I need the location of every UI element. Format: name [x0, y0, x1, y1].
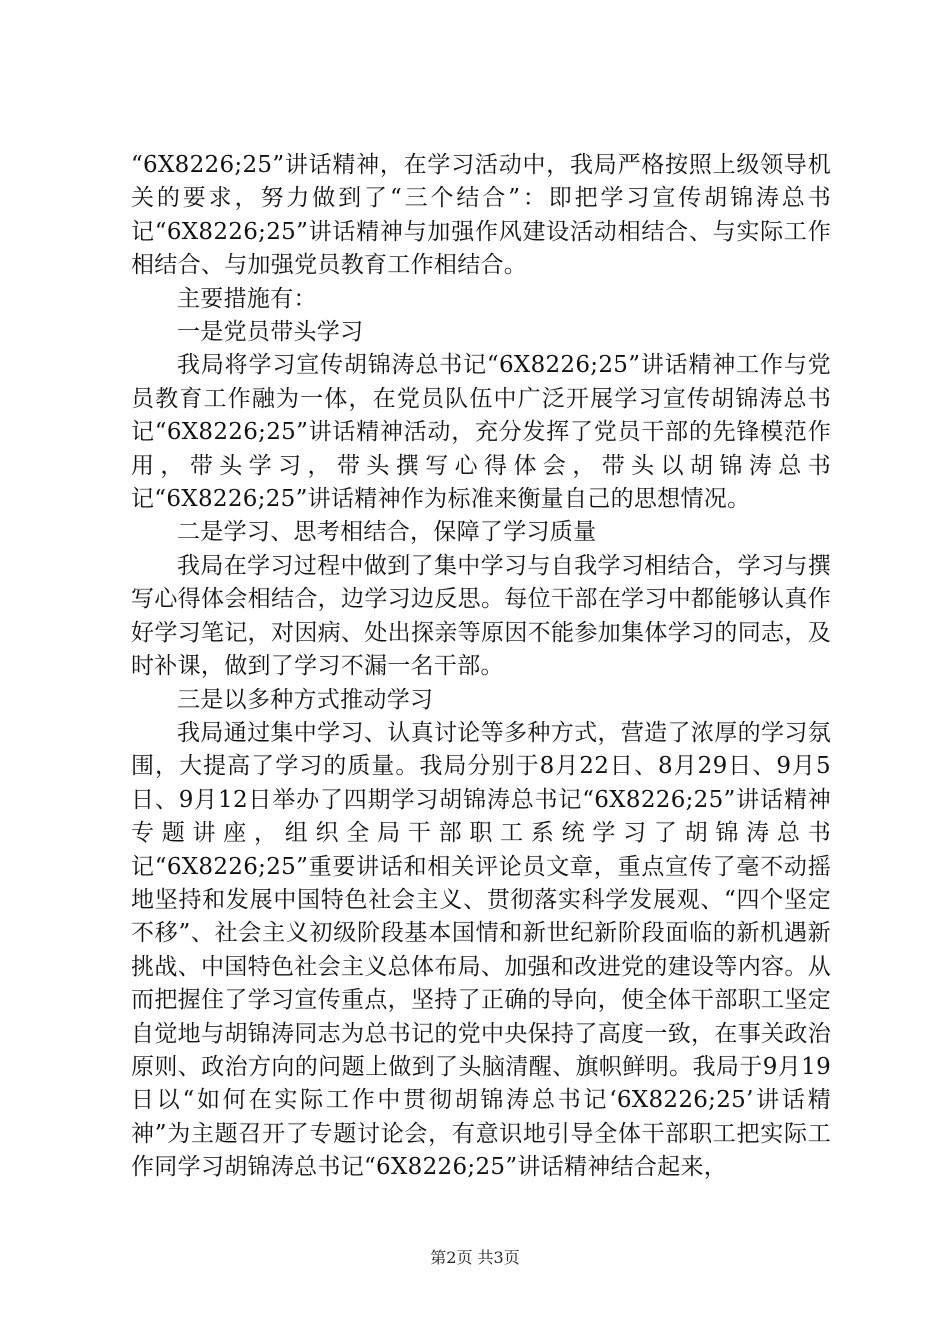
- paragraph-section-2: 我局在学习过程中做到了集中学习与自我学习相结合，学习与撰写心得体会相结合，边学习边反思。每位干部在学习中都能够认真作好学习笔记，对因病、处出探亲等原因不能参加集体学习的同志，及时补课，做到了学习不漏一名干部。: [131, 552, 831, 680]
- page-number-indicator: 第2页 共3页: [430, 1248, 520, 1267]
- paragraph-measures-intro: 主要措施有：: [177, 285, 317, 312]
- paragraph-section-3: 我局通过集中学习、认真讨论等多种方式，营造了浓厚的学习氛围，大提高了学习的质量。我局分别于8月22日、8月29日、9月5日、9月12日举办了四期学习胡锦涛总书记“6X8226;25”讲话精神专题讲座，组织全局干部职工系统学习了胡锦涛总书记“6X8226;25”重要讲话和相关评论员文章，重点宣传了毫不动摇地坚持和发展中国特色社会主义、贯彻落实科学发展观、“四个坚定不移”、社会主义初级阶段基本国情和新世纪新阶段面临的新机遇新挑战、中国特色社会主义总体布局、加强和改进党的建设等内容。从而把握住了学习宣传重点，坚持了正确的导向，使全体干部职工坚定自觉地与胡锦涛同志为总书记的党中央保持了高度一致，在事关政治原则、政治方向的问题上做到了头脑清醒、旗帜鲜明。我局于9月19日以“如何在实际工作中贯彻胡锦涛总书记‘6X8226;25’讲话精神”为主题召开了专题讨论会，有意识地引导全体干部职工把实际工作同学习胡锦涛总书记“6X8226;25”讲话精神结合起来，: [131, 719, 831, 1181]
- section-heading-2: 二是学习、思考相结合，保障了学习质量: [177, 519, 597, 546]
- paragraph-continuation: “6X8226;25”讲话精神，在学习活动中，我局严格按照上级领导机关的要求，努力做到了“三个结合”：即把学习宣传胡锦涛总书记“6X8226;25”讲话精神与加强作风建设活动相结合、与实际工作相结合、与加强党员教育工作相结合。: [131, 152, 831, 279]
- section-heading-1: 一是党员带头学习: [177, 319, 364, 346]
- document-body: [131, 149, 831, 1185]
- paragraph-section-1: 我局将学习宣传胡锦涛总书记“6X8226;25”讲话精神工作与党员教育工作融为一体，在党员队伍中广泛开展学习宣传胡锦涛总书记“6X8226;25”讲话精神活动，充分发挥了党员干部的先锋模范作用，带头学习，带头撰写心得体会，带头以胡锦涛总书记“6X8226;25”讲话精神作为标准来衡量自己的思想情况。: [131, 352, 831, 513]
- section-heading-3: 三是以多种方式推动学习: [177, 686, 434, 713]
- page-footer: [0, 1248, 950, 1268]
